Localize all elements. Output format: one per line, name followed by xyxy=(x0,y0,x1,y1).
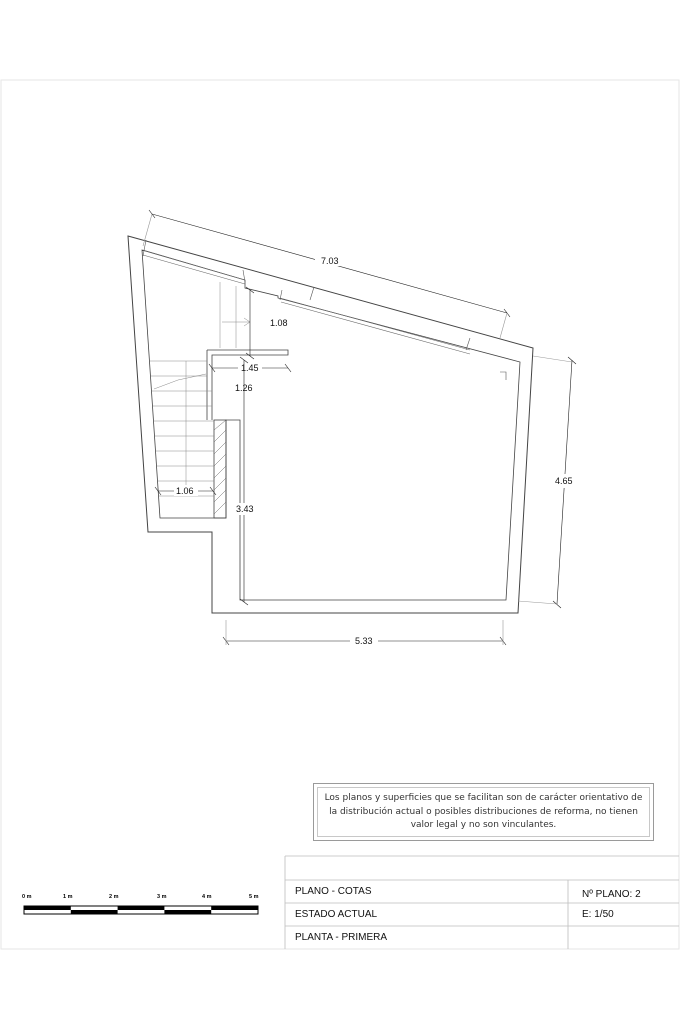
dimension-bottom-label: 5.33 xyxy=(355,636,373,646)
plan-number: Nº PLANO: 2 xyxy=(582,889,641,900)
dimension-stair-landing xyxy=(246,287,254,359)
dimension-landing-width-label: 1.45 xyxy=(241,363,259,373)
outer-wall xyxy=(128,236,533,613)
dimension-interior-wall-label: 3.43 xyxy=(236,504,254,514)
dimension-top-diagonal-label: 7.03 xyxy=(321,256,339,266)
plan-state: ESTADO ACTUAL xyxy=(295,909,378,920)
scale-label-0: 0 m xyxy=(22,894,32,900)
dimension-stair-gap-label: 1.26 xyxy=(235,383,253,393)
scale-label-1: 1 m xyxy=(63,894,73,900)
scale-label-4: 4 m xyxy=(202,894,212,900)
dimension-top-diagonal xyxy=(143,210,510,338)
plan-title: PLANO - COTAS xyxy=(295,886,372,897)
disclaimer-text xyxy=(314,792,653,833)
disclaimer-line-2: la distribución actual o posibles distribuciones de reforma, no tienen xyxy=(329,806,638,817)
plan-floor: PLANTA - PRIMERA xyxy=(295,932,388,943)
disclaimer-box xyxy=(313,783,654,841)
hatched-wall xyxy=(214,420,226,518)
scale-label-3: 3 m xyxy=(157,894,167,900)
scale-label-5: 5 m xyxy=(249,894,259,900)
dimension-stair-landing-label: 1.08 xyxy=(270,318,288,328)
dimension-interior-wall xyxy=(240,357,248,605)
disclaimer-line-3: valor legal y no son vinculantes. xyxy=(410,820,557,830)
scale-label-2: 2 m xyxy=(109,894,119,900)
dimension-stair-width-label: 1.06 xyxy=(176,486,194,496)
plan-scale: E: 1/50 xyxy=(582,909,614,920)
inner-wall xyxy=(142,250,520,600)
dimension-right-label: 4.65 xyxy=(555,476,573,486)
disclaimer-line-1: Los planos y superficies que se facilitan son de carácter orientativo de xyxy=(324,793,643,803)
scale-bar xyxy=(22,894,259,914)
